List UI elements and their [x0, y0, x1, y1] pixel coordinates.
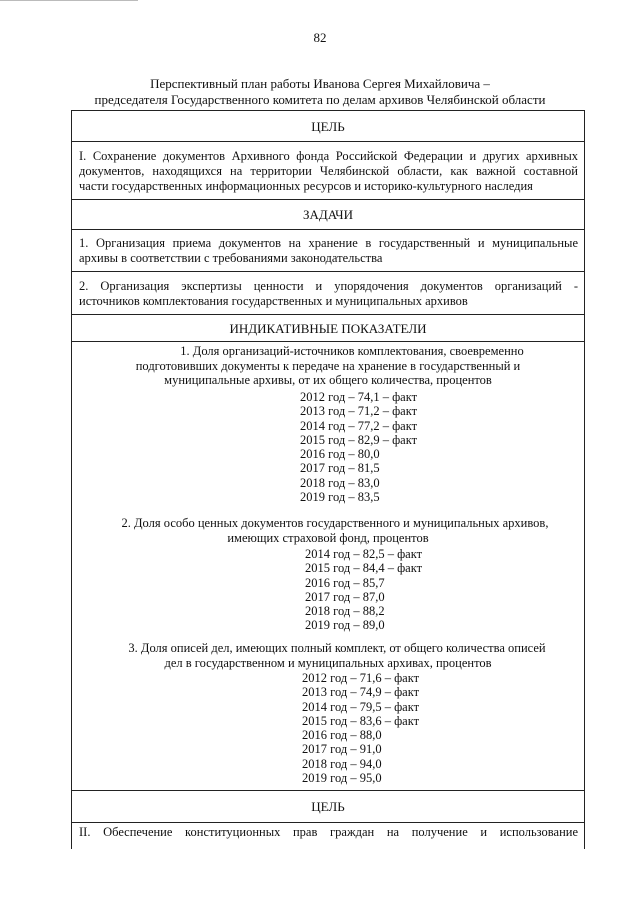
indicator-1-line-3: муниципальные архивы, от их общего количества, процентов	[164, 373, 492, 387]
indicator-3-year-row: 2014 год – 79,5 – факт	[302, 699, 420, 714]
indicator-1-line-1: 1. Доля организаций-источников комплектования, своевременно	[180, 344, 524, 358]
title-line-2: председателя Государственного комитета по делам архивов Челябинской области	[94, 91, 546, 107]
indicator-2-year-row: 2019 год – 89,0	[305, 618, 385, 633]
indicator-1-line-2: подготовивших документы к передаче на хранение в государственный и	[135, 358, 521, 373]
indicators-header: ИНДИКАТИВНЫЕ ПОКАЗАТЕЛИ	[72, 315, 584, 342]
indicator-3-year-row: 2018 год – 94,0	[302, 756, 382, 771]
plan-table	[71, 110, 585, 849]
goal-1-header: ЦЕЛЬ	[72, 111, 584, 142]
indicator-2-year-row: 2017 год – 87,0	[305, 589, 385, 604]
task-2-line-1: 2. Организация экспертизы ценности и упорядочения документов организаций -	[79, 279, 578, 293]
page-number: 82	[313, 30, 327, 45]
goal-1-line-1: I. Сохранение документов Архивного фонда Российской Федерации и других архивных	[79, 149, 578, 163]
indicator-1-year-row: 2017 год – 81,5	[300, 461, 380, 476]
goal-2-line-1: II. Обеспечение конституционных прав граждан на получение и использование	[79, 825, 578, 839]
indicator-3-year-row: 2012 год – 71,6 – факт	[302, 671, 420, 685]
indicator-1-title	[72, 344, 584, 388]
indicator-3-title	[72, 641, 584, 670]
goal-2-text	[72, 825, 584, 840]
indicator-1-year-row: 2015 год – 82,9 – факт	[300, 432, 418, 447]
indicator-3-year-row: 2015 год – 83,6 – факт	[302, 713, 420, 728]
task-2-line-2: источников комплектования государственных и муниципальных архивов	[79, 294, 468, 308]
indicator-3-year-row: 2013 год – 74,9 – факт	[302, 685, 420, 700]
task-1-line-1: 1. Организация приема документов на хранение в государственный и муниципальные	[79, 236, 578, 250]
indicator-1-year-row: 2016 год – 80,0	[300, 447, 380, 462]
indicator-2-title	[72, 516, 584, 545]
indicator-2-line-1: 2. Доля особо ценных документов государственного и муниципальных архивов,	[121, 516, 549, 530]
goal-1-line-2: документов, находящихся на территории Челябинской области, как важной составной	[79, 164, 578, 178]
indicator-2-year-row: 2015 год – 84,4 – факт	[305, 561, 423, 576]
task-1	[72, 230, 584, 272]
indicator-2-year-row: 2016 год – 85,7	[305, 575, 385, 590]
indicator-1-year-row: 2019 год – 83,5	[300, 490, 380, 505]
indicator-3-years	[72, 671, 584, 785]
indicator-1-year-row: 2013 год – 71,2 – факт	[300, 404, 418, 419]
indicator-2-line-2: имеющих страховой фонд, процентов	[227, 530, 429, 545]
indicator-3-line-1: 3. Доля описей дел, имеющих полный комплект, от общего количества описей	[128, 641, 546, 655]
indicator-3-year-row: 2019 год – 95,0	[302, 771, 382, 786]
indicator-3-year-row: 2016 год – 88,0	[302, 728, 382, 743]
scan-edge-line	[0, 0, 138, 1]
indicators-body	[72, 342, 584, 791]
indicator-2-year-row: 2018 год – 88,2	[305, 604, 385, 619]
goal-1-text	[72, 142, 584, 200]
indicator-2-year-row: 2014 год – 82,5 – факт	[305, 547, 423, 561]
indicator-1-year-row: 2012 год – 74,1 – факт	[300, 390, 418, 404]
task-1-line-2: архивы в соответствии с требованиями законодательства	[79, 251, 383, 265]
tasks-header: ЗАДАЧИ	[72, 200, 584, 230]
title-line-1: Перспективный план работы Иванова Сергея Михайловича –	[150, 76, 490, 91]
goal-1-line-3: части государственных информационных ресурсов и историко-культурного наследия	[79, 179, 533, 193]
indicator-3-line-2: дел в государственном и муниципальных архивах, процентов	[164, 655, 492, 670]
goal-2-header: ЦЕЛЬ	[72, 791, 584, 823]
indicator-1-year-row: 2018 год – 83,0	[300, 475, 380, 490]
indicator-1-year-row: 2014 год – 77,2 – факт	[300, 418, 418, 433]
document-title	[40, 76, 600, 107]
indicator-3-year-row: 2017 год – 91,0	[302, 742, 382, 757]
task-2	[72, 272, 584, 315]
indicator-1-years	[72, 390, 584, 504]
indicator-2-years	[72, 547, 584, 633]
